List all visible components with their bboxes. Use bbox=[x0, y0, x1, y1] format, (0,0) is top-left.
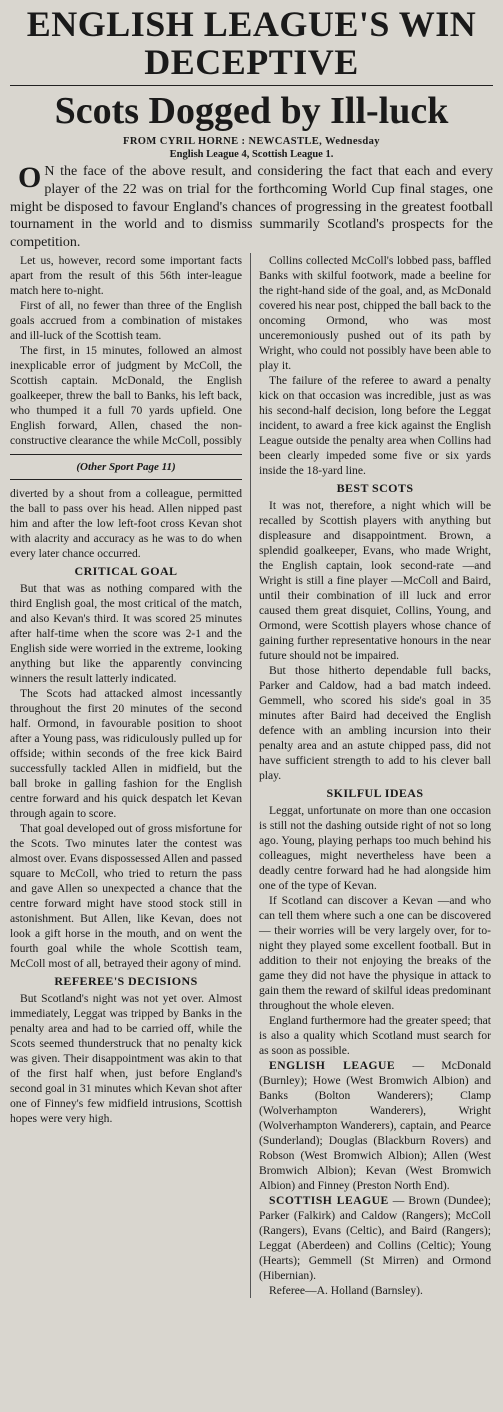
right-para: Collins collected McColl's lobbed pass, baffled Banks with skilful footwork, made a beeline for the right-hand side of the goal, and, as McDonald covered his near post, chipped the ball back to the oncoming Ormond, who was most unceremoniously pushed out of its path by Wright, who could not possibly have been able to play it. bbox=[259, 253, 491, 372]
left-column bbox=[10, 253, 242, 1298]
subheading-skilful-ideas: SKILFUL IDEAS bbox=[326, 785, 424, 800]
right-para: It was not, therefore, a night which will be recalled by Scottish players with anything but displeasure and disappointment. Brown, a splendid goalkeeper, Evans, who made Wright, the English captain, look second-rate —and Wright is still a fine player —McColl and Baird, until their combination of ill luck and error caused them great disquiet, Collins, Young, and Ormond, were Scottish players whose chance of gaining further representative honours in the near future should not be impaired. bbox=[259, 498, 491, 662]
subheading-critical-goal: CRITICAL GOAL bbox=[74, 563, 178, 578]
right-para: The failure of the referee to award a penalty kick on that occasion was incredible, just as was his second-half decision, long before the Leggat incident, to award a free kick against the English League outside the penalty area when Collins had been clearly impeded some five or six yards inside the 18-yard line. bbox=[259, 373, 491, 477]
left-para: That goal developed out of gross misfortune for the Scots. Two minutes later the contest was almost over. Evans dispossessed Allen and passed square to McColl, who tried to return the pass and gave Allen so unexpected a chance that the centre forward might have stood stock still in astonishment. But Allen, like Kevan, does not look a gift horse in the mouth, and on went the fourth goal while the whole Scottish team, McColl most of all, betrayed their agony of mind. bbox=[10, 821, 242, 970]
left-para: Let us, however, record some important facts apart from the result of this 56th inter-league match here to-night. bbox=[10, 253, 242, 297]
headline-rule bbox=[10, 85, 493, 86]
subheadline: Scots Dogged by Ill-luck bbox=[54, 90, 449, 132]
lead-paragraph bbox=[10, 163, 493, 252]
scottish-team-label: SCOTTISH LEAGUE bbox=[269, 1193, 389, 1207]
left-para: The Scots had attacked almost incessantly throughout the first 20 minutes of the second half. Ormond, in favourable position to shoot after a Young pass, was ridiculously pulled up for offside; within seconds of the free kick Baird successfully tackled Allen in midfield, but the ball broke in galling fashion for the English centre forward and his quick despatch let Kevan through again to score. bbox=[10, 686, 242, 820]
left-para: diverted by a shout from a colleague, permitted the ball to pass over his head. Allen nipped past him and after the low left-foot cross Kevan shot with alacrity and accuracy as he was to do when every later chance occurred. bbox=[10, 486, 242, 560]
right-para: England furthermore had the greater speed; that is also a quality which Scotland must search for as soon as possible. bbox=[259, 1013, 491, 1057]
english-team-players: — McDonald (Burnley); Howe (West Bromwich Albion) and Banks (Bolton Wanderers); Clamp (Wolverhampton Wanderers), Wright (Wolverhampton Wanderers), captain, and Pearce (Sunderland); Douglas (Blackburn Rovers) and Robson (West Bromwich Albion); Allen (West Bromwich Albion); Kevan (West Bromwich Albion) and Finney (Preston North End). bbox=[259, 1058, 491, 1192]
article-columns bbox=[10, 253, 493, 1298]
scottish-team-players: — Brown (Dundee); Parker (Falkirk) and Caldow (Rangers); McColl (Rangers), Evans (Celtic), and Baird (Rangers); Leggat (Aberdeen) and Collins (Celtic); Young (Hearts); Gemmell (St Mirren) and Ormond (Hibernian). bbox=[259, 1193, 491, 1282]
headline-line-1: ENGLISH LEAGUE'S WIN bbox=[26, 4, 477, 44]
subheading-referee-decisions: REFEREE'S DECISIONS bbox=[54, 973, 198, 988]
left-para: But Scotland's night was not yet over. Almost immediately, Leggat was tripped by Banks in the penalty area and had to be carried off, while the Scots seemed thunderstruck that no penalty kick was given. Their disappointment was akin to that of the first half when, just before England's second goal in 31 minutes which Kevan shot after one of Finney's few midfield intrusions, Scottish hopes were very high. bbox=[10, 991, 242, 1125]
lead-text: N the face of the above result, and considering the fact that each and every player of the 22 was on trial for the forthcoming World Cup final stages, one might be disposed to favour England's chances of progressing in the greatest football tournament in the world and to dismiss summarily Scotland's prospects for the competition. bbox=[10, 164, 493, 251]
left-para: The first, in 15 minutes, followed an almost inexplicable error of judgment by McColl, the Scottish captain. McDonald, the English goalkeeper, threw the ball to Banks, his left back, who thumped it a full 70 yards upfield. One English forward, Allen, chased the non-constructive clearance the while McColl, possibly bbox=[10, 343, 242, 447]
headline-line-2: DECEPTIVE bbox=[144, 42, 359, 82]
right-para: If Scotland can discover a Kevan —and who can tell them where such a one can be discovered— their worries will be very largely over, for to-night they played some excellent football. But in addition to their not enjoying the breaks of the game they did not have the physique in attack to gain them the reward of skilful ideas predominant throughout the whole eleven. bbox=[259, 893, 491, 1012]
drop-cap: O bbox=[18, 161, 42, 194]
other-sport-link[interactable]: (Other Sport Page 11) bbox=[10, 454, 242, 480]
score-line: English League 4, Scottish League 1. bbox=[169, 149, 334, 160]
right-para: Leggat, unfortunate on more than one occasion is still not the dashing outside right of not so long ago. Young, playing perhaps too much behind his colleagues, might nevertheless have been a deadly centre forward had he had alongside him one of the type of Kevan. bbox=[259, 803, 491, 892]
subheading-best-scots: BEST SCOTS bbox=[336, 480, 414, 495]
english-team-label: ENGLISH LEAGUE bbox=[269, 1058, 396, 1072]
referee-line: Referee—A. Holland (Barnsley). bbox=[269, 1283, 423, 1297]
english-team-list bbox=[259, 1058, 491, 1193]
column-divider bbox=[250, 253, 251, 1298]
right-para: But those hitherto dependable full backs, Parker and Caldow, had a bad match indeed. Gemmell, who scored his side's goal in 35 minutes after Baird had deceived the English defence with an ambling incursion into their penalty area and an astute chipped pass, did not have sufficient strength to add to his clever ball play. bbox=[259, 663, 491, 782]
byline: FROM CYRIL HORNE : NEWCASTLE, Wednesday bbox=[123, 136, 380, 147]
right-column bbox=[259, 253, 491, 1298]
left-para: First of all, no fewer than three of the English goals accrued from a combination of mistakes and ill-luck of the Scottish team. bbox=[10, 298, 242, 342]
left-para: But that was as nothing compared with the third English goal, the most critical of the match, and also Kevan's third. It was scored 25 minutes after half-time when the score was 2-1 and the English side were worried in the extreme, looking anything but like the apparently convincing winners the result latterly indicated. bbox=[10, 581, 242, 685]
scottish-team-list bbox=[259, 1193, 491, 1283]
